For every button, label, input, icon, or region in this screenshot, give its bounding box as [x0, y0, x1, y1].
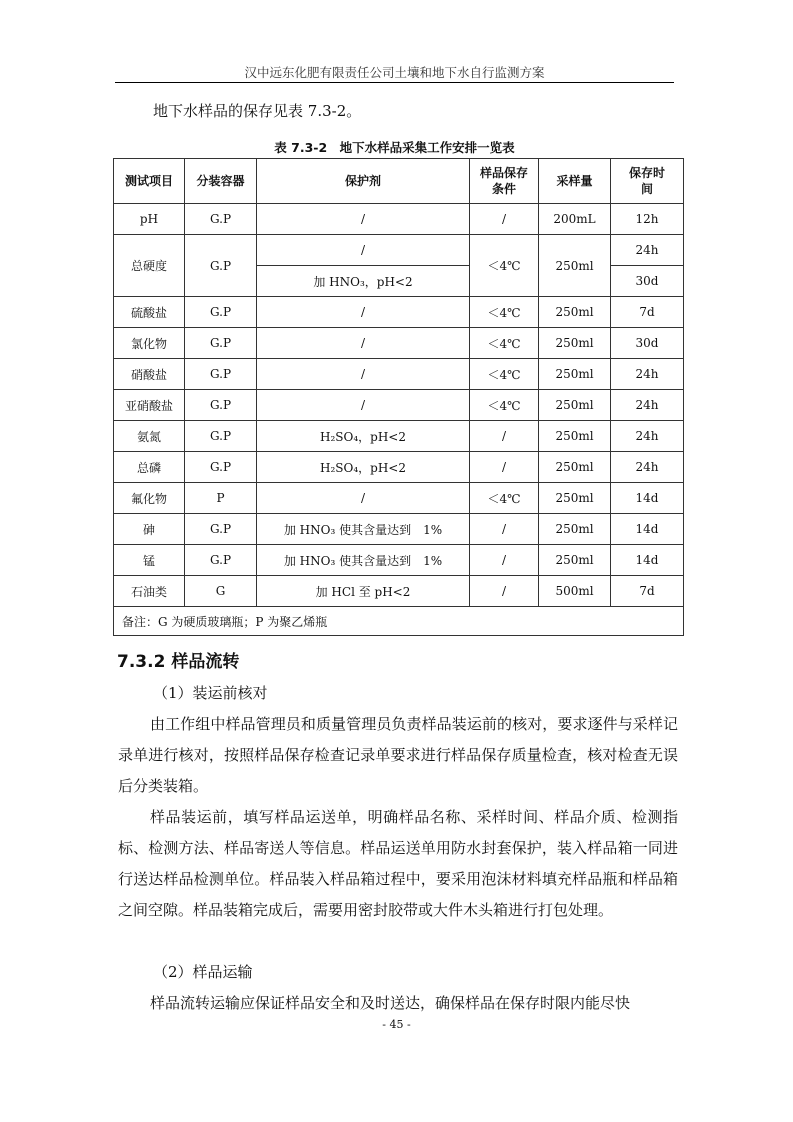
table-note: 备注：G 为硬质玻璃瓶；P 为聚乙烯瓶 — [114, 607, 684, 636]
table-row — [114, 204, 684, 235]
cell-condition: ＜4℃ — [470, 390, 539, 421]
table-row — [114, 328, 684, 359]
cell-volume: 250ml — [539, 390, 611, 421]
paragraph-2: 样品装运前，填写样品运送单，明确样品名称、采样时间、样品介质、检测指标、检测方法、样品寄送人等信息。样品运送单用防水封套保护，装入样品箱一同进行送达样品检测单位。样品装入样品箱过程中，要采用泡沫材料填充样品瓶和样品箱之间空隙。样品装箱完成后，需要用密封胶带或大件木头箱进行打包处理。 — [118, 808, 678, 919]
table-row — [114, 483, 684, 514]
cell-item: 硝酸盐 — [114, 359, 185, 390]
paragraph-3: 样品流转运输应保证样品安全和及时送达，确保样品在保存时限内能尽快 — [150, 994, 631, 1012]
subheading-pre-shipment-check: （1）装运前核对 — [153, 684, 268, 702]
page-header: 汉中远东化肥有限责任公司土壤和地下水自行监测方案 — [244, 65, 545, 80]
cell-time: 12h — [611, 204, 684, 235]
cell-preservative: H₂SO₄，pH<2 — [257, 421, 470, 452]
paragraph-1: 由工作组中样品管理员和质量管理员负责样品装运前的核对，要求逐件与采样记录单进行核对，按照样品保存检查记录单要求进行样品保存质量检查，核对检查无误后分类装箱。 — [118, 715, 678, 795]
sample-preservation-table — [113, 158, 684, 636]
table-header-row — [114, 159, 684, 204]
cell-time: 24h — [611, 421, 684, 452]
cell-volume: 250ml — [539, 235, 611, 297]
cell-container: G.P — [185, 390, 257, 421]
cell-container: G.P — [185, 235, 257, 297]
table-row — [114, 390, 684, 421]
cell-time: 24h — [611, 452, 684, 483]
cell-preservative: / — [257, 235, 470, 266]
cell-item: 总硬度 — [114, 235, 185, 297]
cell-preservative: 加 HNO₃，pH<2 — [257, 266, 470, 297]
cell-item: pH — [114, 204, 185, 235]
cell-time: 24h — [611, 235, 684, 266]
cell-volume: 250ml — [539, 545, 611, 576]
header-rule — [115, 82, 674, 83]
cell-container: G.P — [185, 204, 257, 235]
cell-time: 14d — [611, 545, 684, 576]
cell-volume: 250ml — [539, 359, 611, 390]
table-row — [114, 359, 684, 390]
table-note-row — [114, 607, 684, 636]
cell-condition: ＜4℃ — [470, 328, 539, 359]
table-row — [114, 452, 684, 483]
cell-condition: / — [470, 204, 539, 235]
cell-preservative: 加 HNO₃ 使其含量达到 1% — [257, 545, 470, 576]
table-row — [114, 421, 684, 452]
cell-preservative: 加 HNO₃ 使其含量达到 1% — [257, 514, 470, 545]
cell-container: G.P — [185, 297, 257, 328]
header-cell: 测试项目 — [114, 159, 185, 204]
cell-item: 氯化物 — [114, 328, 185, 359]
cell-item: 氨氮 — [114, 421, 185, 452]
cell-volume: 250ml — [539, 452, 611, 483]
cell-preservative: / — [257, 328, 470, 359]
cell-volume: 250ml — [539, 514, 611, 545]
cell-volume: 250ml — [539, 421, 611, 452]
cell-time: 14d — [611, 483, 684, 514]
cell-preservative: / — [257, 390, 470, 421]
cell-volume: 500ml — [539, 576, 611, 607]
cell-volume: 250ml — [539, 328, 611, 359]
cell-container: G.P — [185, 328, 257, 359]
cell-item: 砷 — [114, 514, 185, 545]
cell-time: 7d — [611, 576, 684, 607]
cell-condition: / — [470, 545, 539, 576]
cell-time: 30d — [611, 328, 684, 359]
cell-time: 24h — [611, 359, 684, 390]
header-cell: 分装容器 — [185, 159, 257, 204]
cell-condition: ＜4℃ — [470, 483, 539, 514]
cell-container: G.P — [185, 359, 257, 390]
intro-text: 地下水样品的保存见表 7.3-2。 — [153, 102, 362, 120]
section-heading: 7.3.2 样品流转 — [117, 652, 240, 672]
cell-item: 氟化物 — [114, 483, 185, 514]
cell-preservative: 加 HCl 至 pH<2 — [257, 576, 470, 607]
cell-time: 7d — [611, 297, 684, 328]
table-row — [114, 297, 684, 328]
cell-item: 锰 — [114, 545, 185, 576]
cell-condition: / — [470, 421, 539, 452]
cell-container: G.P — [185, 421, 257, 452]
cell-container: G.P — [185, 514, 257, 545]
cell-preservative: / — [257, 204, 470, 235]
header-cell: 样品保存条件 — [470, 159, 539, 204]
header-cell: 保存时间 — [611, 159, 684, 204]
cell-time: 14d — [611, 514, 684, 545]
cell-condition: / — [470, 514, 539, 545]
cell-condition: ＜4℃ — [470, 359, 539, 390]
cell-volume: 250ml — [539, 483, 611, 514]
table-row — [114, 545, 684, 576]
cell-preservative: H₂SO₄，pH<2 — [257, 452, 470, 483]
header-cell: 保护剂 — [257, 159, 470, 204]
table-row — [114, 235, 684, 266]
cell-condition: ＜4℃ — [470, 297, 539, 328]
cell-preservative: / — [257, 297, 470, 328]
cell-condition: / — [470, 576, 539, 607]
cell-container: G — [185, 576, 257, 607]
cell-item: 石油类 — [114, 576, 185, 607]
cell-item: 亚硝酸盐 — [114, 390, 185, 421]
subheading-transport: （2）样品运输 — [153, 963, 253, 981]
cell-condition: / — [470, 452, 539, 483]
table-caption: 表 7.3-2 地下水样品采集工作安排一览表 — [274, 140, 515, 155]
table-row — [114, 514, 684, 545]
page-number: - 45 - — [382, 1018, 411, 1031]
header-cell: 采样量 — [539, 159, 611, 204]
cell-preservative: / — [257, 483, 470, 514]
cell-time: 24h — [611, 390, 684, 421]
cell-time: 30d — [611, 266, 684, 297]
cell-volume: 250ml — [539, 297, 611, 328]
cell-container: G.P — [185, 545, 257, 576]
cell-item: 总磷 — [114, 452, 185, 483]
cell-preservative: / — [257, 359, 470, 390]
cell-volume: 200mL — [539, 204, 611, 235]
cell-container: P — [185, 483, 257, 514]
cell-item: 硫酸盐 — [114, 297, 185, 328]
cell-container: G.P — [185, 452, 257, 483]
table-row — [114, 576, 684, 607]
cell-condition: ＜4℃ — [470, 235, 539, 297]
